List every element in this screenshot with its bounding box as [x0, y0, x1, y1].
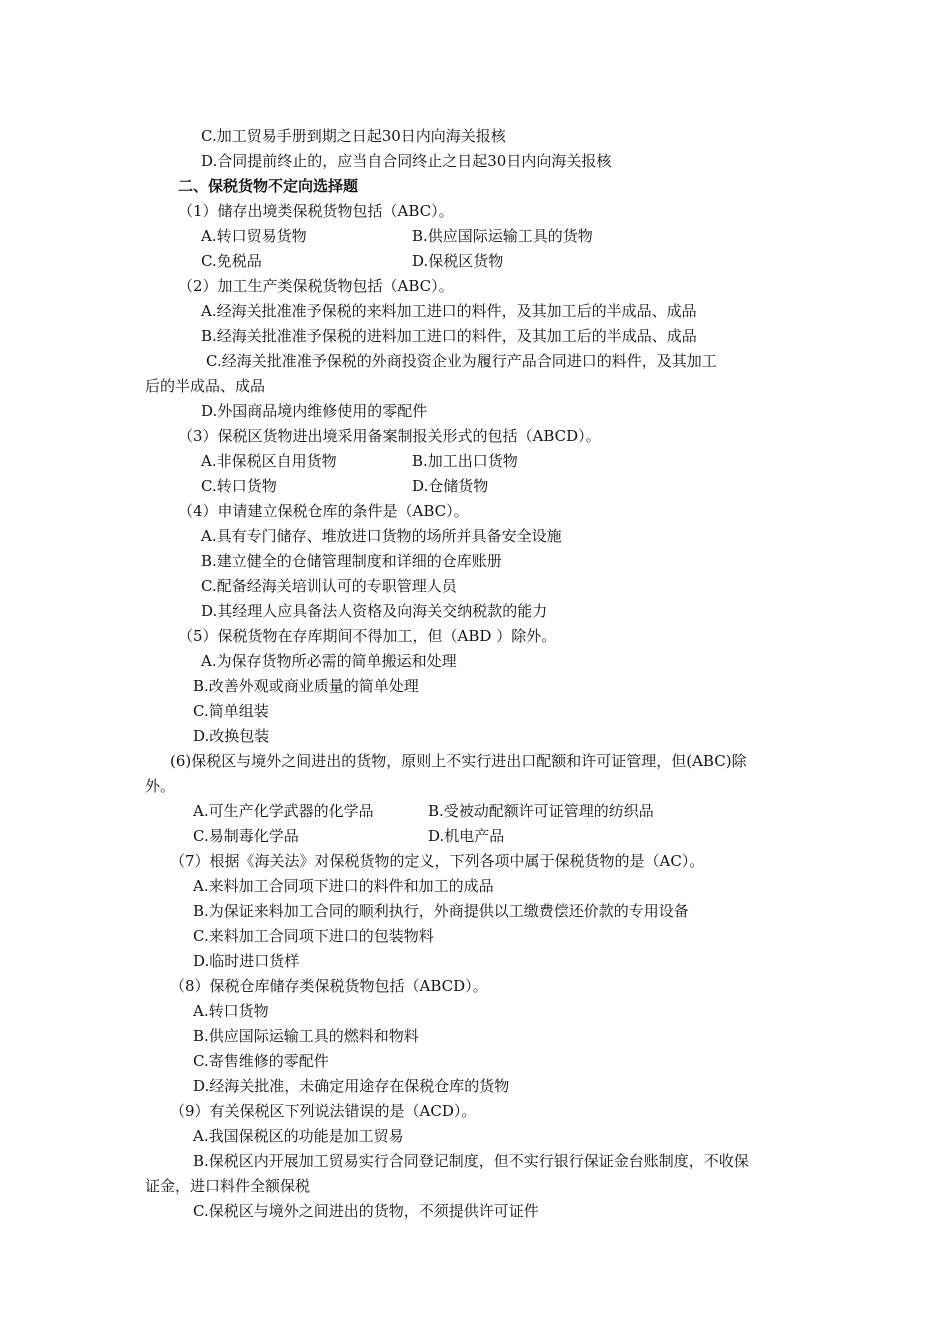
option-line: B.建立健全的仓储管理制度和详细的仓库账册	[201, 552, 502, 570]
option-line: A.可生产化学武器的化学品	[193, 802, 374, 820]
question-line-continued: 外。	[145, 777, 176, 795]
option-line: A.转口贸易货物	[201, 227, 307, 245]
option-line: B.加工出口货物	[412, 452, 518, 470]
option-line: A.为保存货物所必需的简单搬运和处理	[201, 652, 457, 670]
question-line: (6)保税区与境外之间进出的货物，原则上不实行进出口配额和许可证管理，但(ABC)除	[170, 752, 747, 770]
option-line: D.改换包装	[193, 727, 270, 745]
option-line: C.经海关批准准予保税的外商投资企业为履行产品合同进口的料件，及其加工	[206, 352, 717, 370]
question-line: （4）申请建立保税仓库的条件是（ABC）。	[178, 502, 469, 520]
option-line: C.加工贸易手册到期之日起30日内向海关报核	[201, 127, 506, 145]
option-line: A.我国保税区的功能是加工贸易	[193, 1127, 404, 1145]
option-line: D.其经理人应具备法人资格及向海关交纳税款的能力	[201, 602, 548, 620]
option-line: C.来料加工合同项下进口的包装物料	[193, 927, 434, 945]
option-line: B.保税区内开展加工贸易实行合同登记制度，但不实行银行保证金台账制度，不收保	[193, 1152, 749, 1170]
option-line: C.易制毒化学品	[193, 827, 299, 845]
option-line-continued: 证金，进口料件全额保税	[145, 1177, 311, 1195]
option-line: B.经海关批准准予保税的进料加工进口的料件，及其加工后的半成品、成品	[201, 327, 697, 345]
option-line: D.临时进口货样	[193, 952, 300, 970]
option-line: D.保税区货物	[412, 252, 504, 270]
question-line: （3）保税区货物进出境采用备案制报关形式的包括（ABCD）。	[178, 427, 601, 445]
option-line: D.合同提前终止的，应当自合同终止之日起30日内向海关报核	[201, 152, 612, 170]
option-line: B.供应国际运输工具的货物	[412, 227, 593, 245]
option-line: B.供应国际运输工具的燃料和物料	[193, 1027, 419, 1045]
section-heading: 二、保税货物不定向选择题	[178, 177, 359, 195]
question-line: （5）保税货物在存库期间不得加工，但（ABD ）除外。	[178, 627, 557, 645]
option-line: D.机电产品	[428, 827, 505, 845]
option-line: C.简单组装	[193, 702, 269, 720]
option-line: A.转口货物	[193, 1002, 269, 1020]
option-line: C.配备经海关培训认可的专职管理人员	[201, 577, 457, 595]
question-line: （1）储存出境类保税货物包括（ABC）。	[178, 202, 454, 220]
option-line: B.受被动配额许可证管理的纺织品	[428, 802, 654, 820]
option-line: B.为保证来料加工合同的顺利执行，外商提供以工缴费偿还价款的专用设备	[193, 902, 689, 920]
question-line: （2）加工生产类保税货物包括（ABC）。	[178, 277, 454, 295]
option-line: C.寄售维修的零配件	[193, 1052, 329, 1070]
option-line: B.改善外观或商业质量的简单处理	[193, 677, 419, 695]
option-line: D.经海关批准，未确定用途存在保税仓库的货物	[193, 1077, 510, 1095]
option-line: D.外国商品境内维修使用的零配件	[201, 402, 428, 420]
option-line: C.转口货物	[201, 477, 277, 495]
option-line: C.保税区与境外之间进出的货物，不须提供许可证件	[193, 1202, 539, 1220]
question-line: （9）有关保税区下列说法错误的是（ACD）。	[170, 1102, 477, 1120]
option-line: A.经海关批准准予保税的来料加工进口的料件，及其加工后的半成品、成品	[201, 302, 697, 320]
option-line-continued: 后的半成品、成品	[145, 377, 266, 395]
option-line: D.仓储货物	[412, 477, 489, 495]
question-line: （7）根据《海关法》对保税货物的定义，下列各项中属于保税货物的是（AC）。	[170, 852, 705, 870]
option-line: A.来料加工合同项下进口的料件和加工的成品	[193, 877, 494, 895]
option-line: A.非保税区自用货物	[201, 452, 337, 470]
option-line: C.免税品	[201, 252, 262, 270]
option-line: A.具有专门储存、堆放进口货物的场所并具备安全设施	[201, 527, 562, 545]
question-line: （8）保税仓库储存类保税货物包括（ABCD）。	[170, 977, 488, 995]
